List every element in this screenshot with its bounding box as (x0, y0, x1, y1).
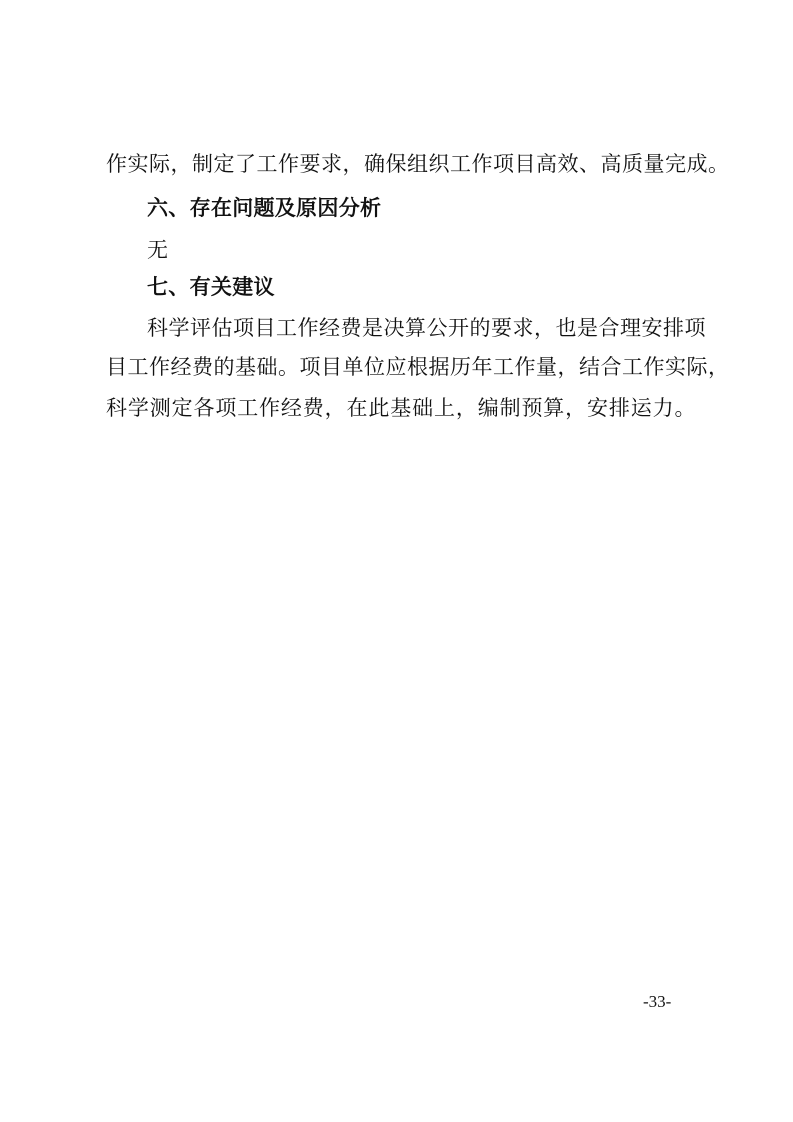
paragraph-continuation-line: 作实际，制定了工作要求，确保组织工作项目高效、高质量完成。 (106, 152, 730, 176)
section-heading-problems: 六、存在问题及原因分析 (147, 196, 382, 220)
suggestion-paragraph-line-3: 科学测定各项工作经费，在此基础上，编制预算，安排运力。 (106, 396, 696, 420)
section-heading-suggestions: 七、有关建议 (147, 275, 275, 299)
suggestion-paragraph-line-2: 目工作经费的基础。项目单位应根据历年工作量，结合工作实际， (106, 355, 730, 379)
page-number: -33- (643, 992, 672, 1011)
suggestion-paragraph-line-1: 科学评估项目工作经费是决算公开的要求，也是合理安排项 (147, 316, 706, 340)
problems-content: 无 (147, 238, 169, 262)
